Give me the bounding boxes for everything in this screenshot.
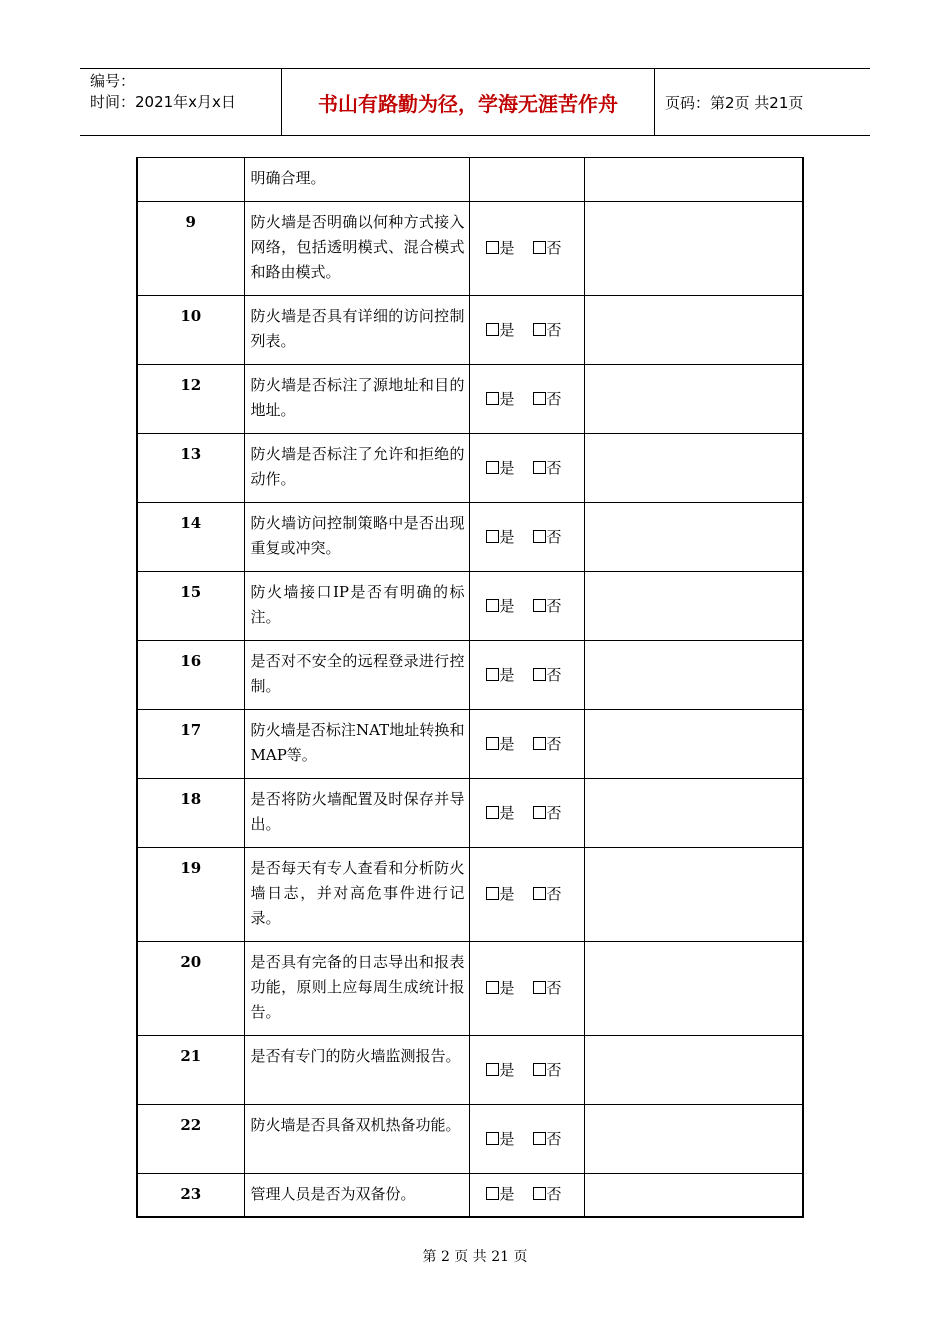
checklist-row xyxy=(137,942,803,1036)
answer-options xyxy=(469,503,584,572)
item-description: 防火墙接口IP是否有明确的标注。 xyxy=(244,572,469,641)
option-no-label: 否 xyxy=(546,320,562,339)
checkbox-yes[interactable] xyxy=(486,887,499,900)
option-no xyxy=(533,801,562,826)
answer-options xyxy=(469,710,584,779)
item-number: 12 xyxy=(137,365,244,434)
checkbox-yes[interactable] xyxy=(486,530,499,543)
answer-options xyxy=(469,641,584,710)
checkbox-no[interactable] xyxy=(533,323,546,336)
option-no xyxy=(533,732,562,757)
item-number: 17 xyxy=(137,710,244,779)
option-no xyxy=(533,1182,562,1207)
answer-options xyxy=(469,365,584,434)
item-description: 明确合理。 xyxy=(244,158,469,202)
item-number: 21 xyxy=(137,1036,244,1105)
option-yes xyxy=(486,318,515,343)
answer-options xyxy=(469,296,584,365)
option-yes-label: 是 xyxy=(499,320,515,339)
notes-cell xyxy=(584,434,803,503)
checkbox-no[interactable] xyxy=(533,1063,546,1076)
option-no-label: 否 xyxy=(546,458,562,477)
checkbox-yes[interactable] xyxy=(486,461,499,474)
answer-options xyxy=(469,848,584,942)
answer-options xyxy=(469,779,584,848)
option-yes-label: 是 xyxy=(499,1060,515,1079)
option-yes-label: 是 xyxy=(499,527,515,546)
document-number-label: 编号： xyxy=(90,72,136,90)
item-description: 是否有专门的防火墙监测报告。 xyxy=(244,1036,469,1105)
option-yes-label: 是 xyxy=(499,979,515,997)
answer-options xyxy=(469,572,584,641)
notes-cell xyxy=(584,365,803,434)
checklist-row xyxy=(137,503,803,572)
option-no xyxy=(533,1127,562,1152)
option-yes-label: 是 xyxy=(499,239,515,257)
option-yes xyxy=(486,663,515,688)
notes-cell xyxy=(584,1105,803,1174)
option-yes xyxy=(486,1182,515,1207)
option-yes-label: 是 xyxy=(499,389,515,408)
header-left-cell xyxy=(80,69,282,135)
item-description: 防火墙是否标注了源地址和目的地址。 xyxy=(244,365,469,434)
checklist-row xyxy=(137,848,803,942)
option-no xyxy=(533,663,562,688)
option-yes-label: 是 xyxy=(499,734,515,753)
checklist-body xyxy=(137,158,803,1217)
item-description: 防火墙访问控制策略中是否出现重复或冲突。 xyxy=(244,503,469,572)
item-number: 18 xyxy=(137,779,244,848)
option-yes xyxy=(486,882,515,907)
option-yes xyxy=(486,1058,515,1083)
notes-cell xyxy=(584,296,803,365)
item-number: 10 xyxy=(137,296,244,365)
option-no xyxy=(533,1058,562,1083)
item-number: 20 xyxy=(137,942,244,1036)
checklist-row xyxy=(137,779,803,848)
notes-cell xyxy=(584,779,803,848)
item-number: 13 xyxy=(137,434,244,503)
checklist-row xyxy=(137,434,803,503)
option-yes-label: 是 xyxy=(499,803,515,822)
checkbox-yes[interactable] xyxy=(486,1063,499,1076)
item-description: 防火墙是否明确以何种方式接入网络，包括透明模式、混合模式和路由模式。 xyxy=(244,202,469,296)
option-yes xyxy=(486,387,515,412)
option-no-label: 否 xyxy=(546,665,562,684)
checkbox-no[interactable] xyxy=(533,599,546,612)
item-description: 防火墙是否具备双机热备功能。 xyxy=(244,1105,469,1174)
checkbox-yes[interactable] xyxy=(486,806,499,819)
option-no-label: 否 xyxy=(546,239,562,257)
notes-cell xyxy=(584,710,803,779)
option-no-label: 否 xyxy=(546,527,562,546)
option-no xyxy=(533,236,562,261)
checklist-row xyxy=(137,158,803,202)
notes-cell xyxy=(584,641,803,710)
option-yes-label: 是 xyxy=(499,1129,515,1148)
header-page-info: 页码：第2页 共21页 xyxy=(665,93,804,112)
notes-cell xyxy=(584,158,803,202)
checkbox-yes[interactable] xyxy=(486,668,499,681)
checkbox-yes[interactable] xyxy=(486,1132,499,1145)
checkbox-no[interactable] xyxy=(533,737,546,750)
item-number xyxy=(137,158,244,202)
document-date-label: 时间：2021年x月x日 xyxy=(90,93,236,111)
option-no xyxy=(533,456,562,481)
notes-cell xyxy=(584,1174,803,1217)
checklist-row xyxy=(137,572,803,641)
page-header xyxy=(80,68,870,136)
checkbox-yes[interactable] xyxy=(486,241,499,254)
notes-cell xyxy=(584,503,803,572)
option-no xyxy=(533,976,562,1001)
header-motto: 书山有路勤为径，学海无涯苦作舟 xyxy=(282,69,655,135)
notes-cell xyxy=(584,942,803,1036)
option-no-label: 否 xyxy=(546,979,562,997)
option-yes-label: 是 xyxy=(499,885,515,903)
answer-options xyxy=(469,1105,584,1174)
notes-cell xyxy=(584,202,803,296)
option-no-label: 否 xyxy=(546,803,562,822)
checkbox-no[interactable] xyxy=(533,1187,546,1200)
item-number: 16 xyxy=(137,641,244,710)
option-no xyxy=(533,882,562,907)
option-yes xyxy=(486,594,515,619)
item-description: 防火墙是否具有详细的访问控制列表。 xyxy=(244,296,469,365)
item-description: 管理人员是否为双备份。 xyxy=(244,1174,469,1217)
checkbox-no[interactable] xyxy=(533,461,546,474)
item-number: 9 xyxy=(137,202,244,296)
option-yes xyxy=(486,732,515,757)
item-number: 23 xyxy=(137,1174,244,1217)
checkbox-yes[interactable] xyxy=(486,323,499,336)
notes-cell xyxy=(584,1036,803,1105)
option-no xyxy=(533,318,562,343)
checklist-row xyxy=(137,1036,803,1105)
item-description: 是否将防火墙配置及时保存并导出。 xyxy=(244,779,469,848)
option-yes xyxy=(486,976,515,1001)
option-yes xyxy=(486,801,515,826)
item-number: 15 xyxy=(137,572,244,641)
option-yes-label: 是 xyxy=(499,596,515,615)
answer-options xyxy=(469,434,584,503)
item-number: 22 xyxy=(137,1105,244,1174)
notes-cell xyxy=(584,848,803,942)
answer-options xyxy=(469,942,584,1036)
option-no-label: 否 xyxy=(546,1129,562,1148)
checklist-row xyxy=(137,202,803,296)
answer-options xyxy=(469,1174,584,1217)
option-yes-label: 是 xyxy=(499,458,515,477)
option-no xyxy=(533,594,562,619)
item-number: 19 xyxy=(137,848,244,942)
answer-options xyxy=(469,1036,584,1105)
notes-cell xyxy=(584,572,803,641)
option-yes xyxy=(486,236,515,261)
item-number: 14 xyxy=(137,503,244,572)
option-no xyxy=(533,525,562,550)
checkbox-yes[interactable] xyxy=(486,1187,499,1200)
option-no-label: 否 xyxy=(546,734,562,753)
checklist-row xyxy=(137,365,803,434)
option-yes-label: 是 xyxy=(499,665,515,684)
checkbox-no[interactable] xyxy=(533,668,546,681)
checklist-row xyxy=(137,296,803,365)
checkbox-no[interactable] xyxy=(533,1132,546,1145)
answer-options xyxy=(469,158,584,202)
item-description: 是否具有完备的日志导出和报表功能，原则上应每周生成统计报告。 xyxy=(244,942,469,1036)
checkbox-yes[interactable] xyxy=(486,392,499,405)
page-footer: 第 2 页 共 21 页 xyxy=(422,1249,528,1265)
option-no-label: 否 xyxy=(546,1060,562,1079)
checklist-table xyxy=(136,157,804,1218)
option-yes xyxy=(486,456,515,481)
option-no-label: 否 xyxy=(546,389,562,408)
checklist-row xyxy=(137,1105,803,1174)
checkbox-no[interactable] xyxy=(533,530,546,543)
option-no-label: 否 xyxy=(546,885,562,903)
option-yes xyxy=(486,1127,515,1152)
option-no-label: 否 xyxy=(546,596,562,615)
item-description: 防火墙是否标注了允许和拒绝的动作。 xyxy=(244,434,469,503)
checkbox-yes[interactable] xyxy=(486,737,499,750)
checkbox-no[interactable] xyxy=(533,241,546,254)
checklist-row xyxy=(137,710,803,779)
checkbox-yes[interactable] xyxy=(486,599,499,612)
checkbox-no[interactable] xyxy=(533,981,546,994)
item-description: 是否对不安全的远程登录进行控制。 xyxy=(244,641,469,710)
option-no-label: 否 xyxy=(546,1185,562,1204)
checkbox-yes[interactable] xyxy=(486,981,499,994)
item-description: 是否每天有专人查看和分析防火墙日志，并对高危事件进行记录。 xyxy=(244,848,469,942)
option-no xyxy=(533,387,562,412)
answer-options xyxy=(469,202,584,296)
checkbox-no[interactable] xyxy=(533,806,546,819)
checklist-row xyxy=(137,1174,803,1217)
checkbox-no[interactable] xyxy=(533,392,546,405)
checklist-row xyxy=(137,641,803,710)
option-yes-label: 是 xyxy=(499,1185,515,1204)
option-yes xyxy=(486,525,515,550)
checkbox-no[interactable] xyxy=(533,887,546,900)
item-description: 防火墙是否标注NAT地址转换和MAP等。 xyxy=(244,710,469,779)
